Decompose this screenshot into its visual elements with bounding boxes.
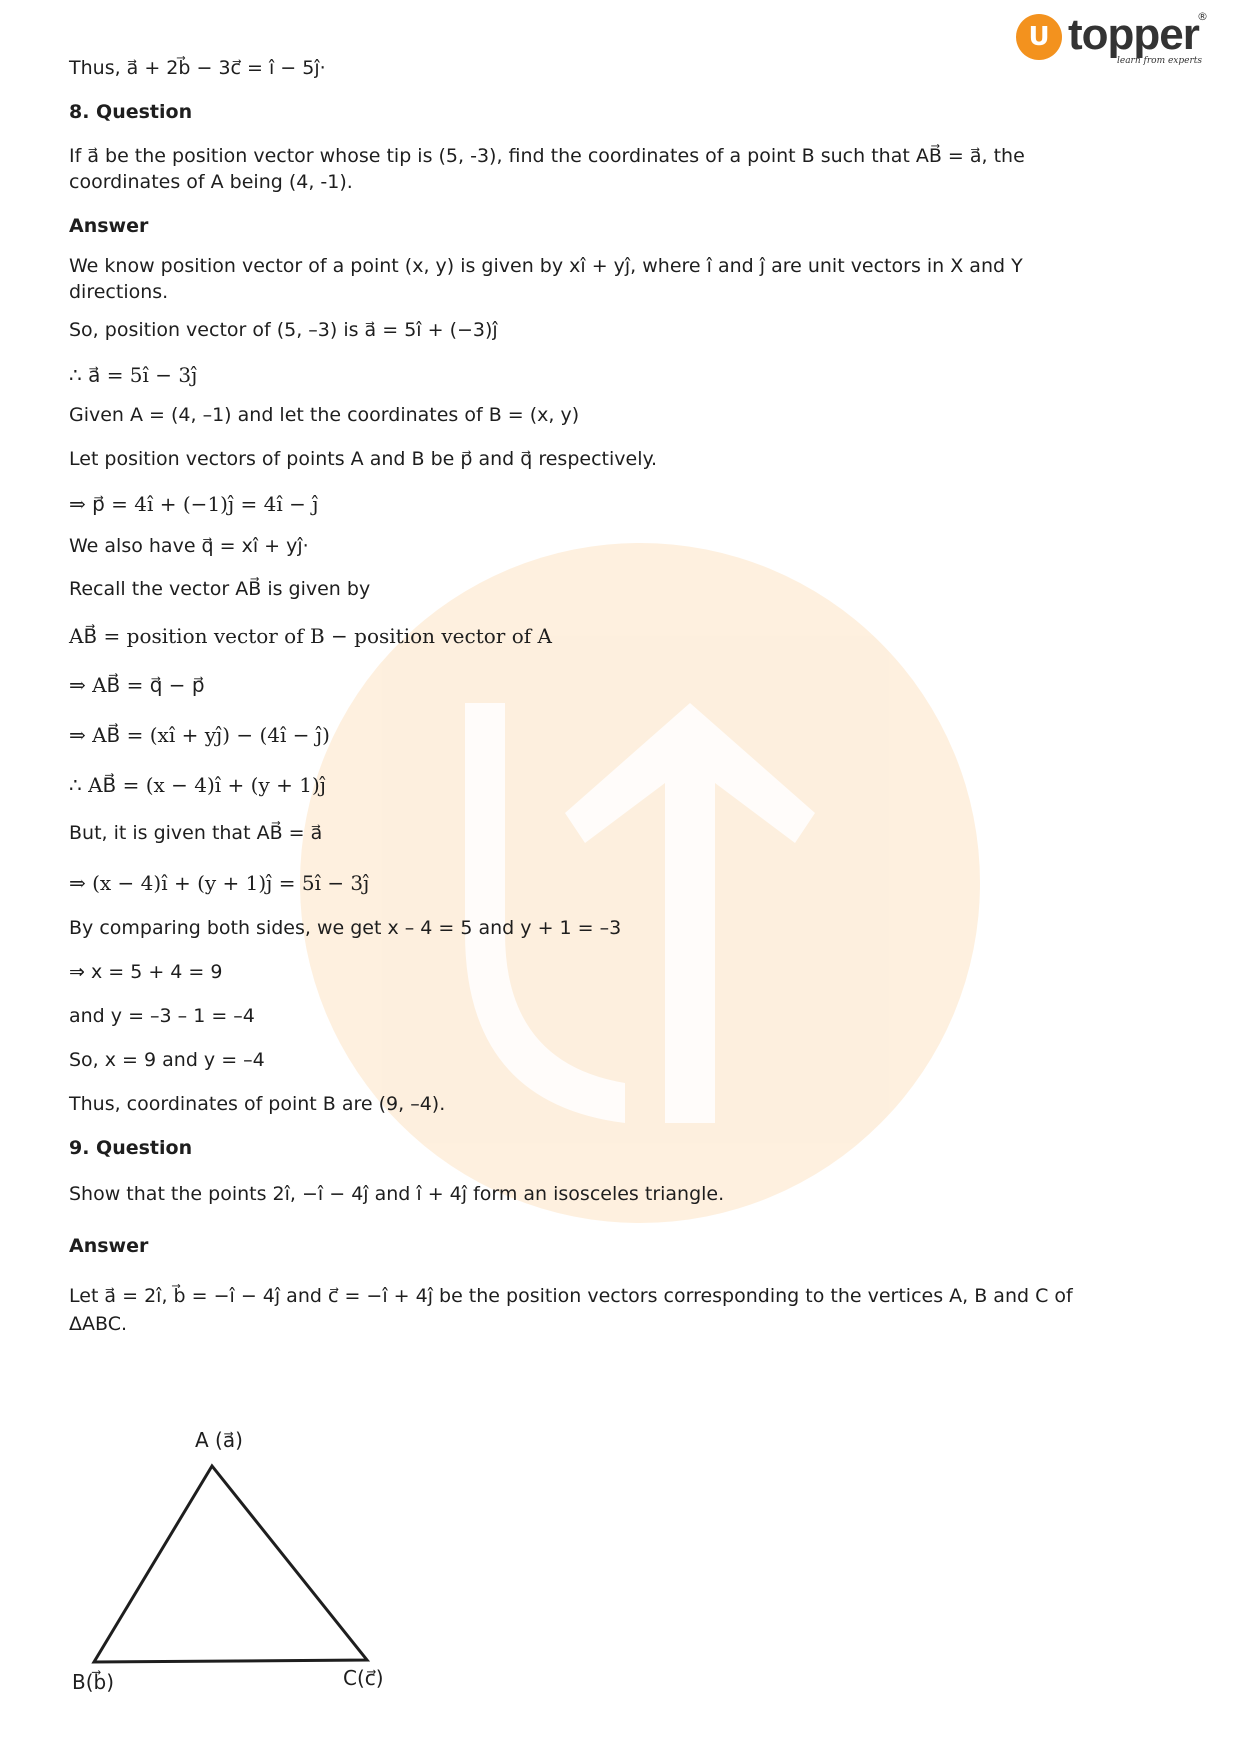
answer-8-line: We also have q⃗ = xî + yĵ· [69, 535, 309, 557]
answer-9-heading: Answer [69, 1235, 149, 1257]
answer-8-line: Let position vectors of points A and B be p⃗ and q⃗ respectively. [69, 448, 658, 470]
question-8-text: If a⃗ be the position vector whose tip is (5, -3), find the coordinates of a point B such that AB⃗ = a⃗, the [69, 145, 1025, 167]
triangle-abc-diagram [60, 1425, 420, 1715]
answer-8-line: and y = –3 – 1 = –4 [69, 1005, 255, 1027]
answer-8-line: Recall the vector AB⃗ is given by [69, 578, 371, 600]
answer-8-line: ⇒ x = 5 + 4 = 9 [69, 961, 223, 983]
answer-9-line: ΔABC. [69, 1313, 128, 1335]
question-8-text-cont: coordinates of A being (4, -1). [69, 171, 353, 193]
answer-8-equation: ∴ AB⃗ = (x − 4)î + (y + 1)ĵ [69, 773, 326, 797]
logo-tagline: learn from experts [1116, 56, 1202, 66]
answer-8-line: But, it is given that AB⃗ = a⃗ [69, 822, 323, 844]
question-8-heading: 8. Question [69, 101, 193, 123]
answer-8-line: Given A = (4, –1) and let the coordinates of B = (x, y) [69, 404, 580, 426]
answer-8-line: So, position vector of (5, –3) is a⃗ = 5î + (−3)ĵ [69, 319, 498, 341]
answer-8-equation: ⇒ (x − 4)î + (y + 1)ĵ = 5î − 3ĵ [69, 871, 370, 895]
logo-u-icon: U [1016, 14, 1062, 60]
answer-8-line: directions. [69, 281, 169, 303]
answer-8-line: We know position vector of a point (x, y) is given by xî + yĵ, where î and ĵ are unit vectors in X and Y [69, 255, 1023, 277]
answer-8-equation: AB⃗ = position vector of B − position vector of A [69, 624, 552, 648]
answer-8-line: So, x = 9 and y = –4 [69, 1049, 265, 1071]
logo-wordmark: topper [1068, 10, 1199, 59]
answer-8-equation: ∴ a⃗ = 5î − 3ĵ [69, 363, 198, 387]
question-9-text: Show that the points 2î, −î − 4ĵ and î + 4ĵ form an isosceles triangle. [69, 1183, 725, 1205]
topper-logo [1016, 10, 1206, 68]
answer-8-heading: Answer [69, 215, 149, 237]
vertex-c-label: C(c⃗) [343, 1666, 384, 1690]
answer-8-line: By comparing both sides, we get x – 4 = 5 and y + 1 = –3 [69, 917, 622, 939]
answer-8-conclusion: Thus, coordinates of point B are (9, –4). [69, 1093, 446, 1115]
question-9-heading: 9. Question [69, 1137, 193, 1159]
answer-8-equation: ⇒ AB⃗ = q⃗ − p⃗ [69, 673, 205, 697]
triangle-abc [94, 1466, 367, 1662]
logo-registered-mark: ® [1197, 10, 1208, 23]
vertex-b-label: B(b⃗) [72, 1670, 115, 1694]
vertex-a-label: A (a⃗) [195, 1428, 243, 1452]
result-line: Thus, a⃗ + 2b⃗ − 3c⃗ = î − 5ĵ· [69, 57, 326, 79]
watermark-arrow-icon [465, 703, 865, 1123]
answer-9-line: Let a⃗ = 2î, b⃗ = −î − 4ĵ and c⃗ = −î + 4ĵ be the position vectors corresponding to the vertices A, B and C of [69, 1285, 1073, 1307]
answer-8-equation: ⇒ p⃗ = 4î + (−1)ĵ = 4î − ĵ [69, 492, 319, 516]
answer-8-equation: ⇒ AB⃗ = (xî + yĵ) − (4î − ĵ) [69, 723, 330, 747]
